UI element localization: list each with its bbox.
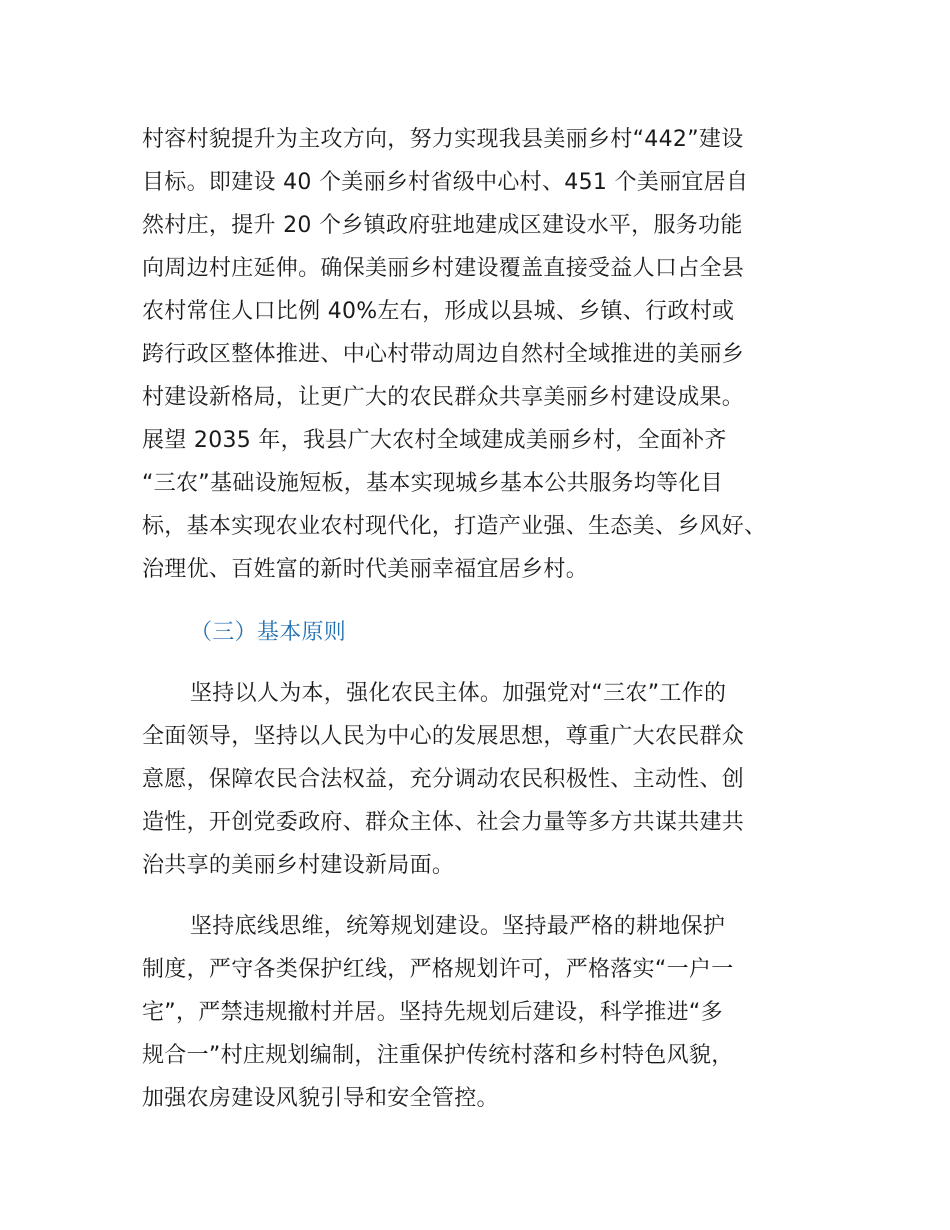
paragraph-2-line-4: 造性，开创党委政府、群众主体、社会力量等多方共谋共建共 (142, 810, 745, 835)
paragraph-1-line-6: 跨行政区整体推进、中心村带动周边自然村全域推进的美丽乡 (142, 342, 745, 367)
paragraph-3-line-5: 加强农房建设风貌引导和安全管控。 (142, 1086, 499, 1111)
paragraph-3-line-1: 坚持底线思维，统筹规划建设。坚持最严格的耕地保护 (190, 914, 726, 939)
section-heading: （三）基本原则 (190, 620, 347, 645)
paragraph-1-line-1: 村容村貌提升为主攻方向，努力实现我县美丽乡村“442”建设 (142, 127, 744, 152)
paragraph-1-line-7: 村建设新格局，让更广大的农民群众共享美丽乡村建设成果。 (142, 385, 745, 410)
paragraph-1-line-5: 农村常住人口比例 40%左右，形成以县城、乡镇、行政村或 (142, 299, 735, 324)
paragraph-1-line-2: 目标。即建设 40 个美丽乡村省级中心村、451 个美丽宜居自 (142, 170, 749, 195)
paragraph-1-line-8: 展望 2035 年，我县广大农村全域建成美丽乡村，全面补齐 (142, 428, 727, 453)
paragraph-2-line-5: 治共享的美丽乡村建设新局面。 (142, 853, 455, 878)
paragraph-1-line-10: 标，基本实现农业农村现代化，打造产业强、生态美、乡风好、 (142, 514, 767, 539)
paragraph-3-line-4: 规合一”村庄规划编制，注重保护传统村落和乡村特色风貌， (142, 1043, 734, 1068)
paragraph-1-line-11: 治理优、百姓富的新时代美丽幸福宜居乡村。 (142, 557, 589, 582)
paragraph-1-line-4: 向周边村庄延伸。确保美丽乡村建设覆盖直接受益人口占全县 (142, 256, 745, 281)
paragraph-3-line-3: 宅”，严禁违规撤村并居。坚持先规划后建设，科学推进“多 (142, 1000, 723, 1025)
paragraph-1-line-9: “三农”基础设施短板，基本实现城乡基本公共服务均等化目 (142, 471, 723, 496)
paragraph-2-line-3: 意愿，保障农民合法权益，充分调动农民积极性、主动性、创 (142, 767, 745, 792)
paragraph-3-line-2: 制度，严守各类保护红线，严格规划许可，严格落实“一户一 (142, 957, 734, 982)
paragraph-2-line-1: 坚持以人为本，强化农民主体。加强党对“三农”工作的 (190, 681, 727, 706)
paragraph-1-line-3: 然村庄，提升 20 个乡镇政府驻地建成区建设水平，服务功能 (142, 213, 743, 238)
paragraph-2-line-2: 全面领导，坚持以人民为中心的发展思想，尊重广大农民群众 (142, 724, 745, 749)
